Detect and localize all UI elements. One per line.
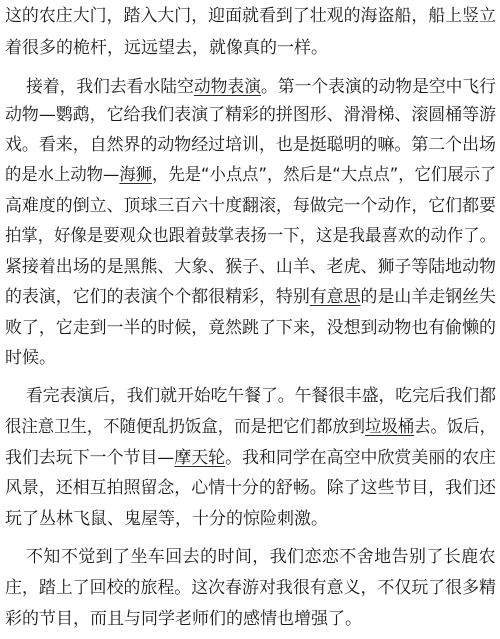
text-line	[5, 222, 496, 250]
text-segment: 时候。	[5, 348, 56, 368]
text-segment: 看完表演后，我们就开始吃午餐了。午餐很丰盛，吃完后我们都	[26, 386, 497, 406]
text-segment: 败了，它走到一半的时候，竟然跳了下来，没想到动物也有偷懒的	[5, 318, 496, 338]
text-segment: 不知不觉到了坐车回去的时间，我们恋恋不舍地告别了长鹿农	[26, 547, 496, 567]
text-segment: 风景，还相互拍照留念，心情十分的舒畅。除了这些节目，我们还	[5, 478, 496, 498]
text-segment: 这的农庄大门，踏入大门，迎面就看到了壮观的海盗船，船上竖立	[5, 6, 496, 26]
text-segment: 动物—鹦鹉，它给我们表演了精彩的拼图形、滑滑梯、滚圆桶等游	[5, 105, 496, 125]
text-line	[5, 314, 496, 342]
text-segment: 庄，踏上了回校的旅程。这次春游对我很有意义，不仅玩了很多精	[5, 578, 496, 598]
text-segment: 接着，我们去看水陆空	[26, 77, 194, 97]
text-line	[5, 605, 362, 633]
text-line	[5, 505, 328, 533]
text-segment: 。第一个表演的动物是空中飞行	[261, 77, 497, 97]
text-segment: 很注意卫生，不随便乱扔饭盒，而是把它们都放到	[5, 417, 366, 437]
text-segment: 高难度的倒立、顶球三百六十度翻滚，每做完一个动作，它们都要	[5, 196, 496, 216]
text-line	[5, 2, 496, 30]
text-line	[5, 131, 496, 159]
text-segment: 着很多的桅杆，远远望去，就像真的一样。	[5, 38, 328, 58]
underlined-phrase: 垃圾桶	[365, 417, 415, 437]
text-segment: 。我和同学在高空中欣赏美丽的农庄	[225, 448, 496, 468]
text-segment: 玩了丛林飞鼠、鬼屋等，十分的惊险刺激。	[5, 509, 328, 529]
text-line	[5, 192, 496, 220]
text-line	[5, 161, 496, 189]
text-line	[5, 283, 496, 311]
underlined-phrase: 海狮	[119, 165, 153, 185]
text-segment: 彩的节目，而且与同学老师们的感情也增强了。	[5, 609, 362, 629]
text-line	[5, 344, 56, 372]
text-line	[5, 474, 496, 502]
text-segment: 我们去玩下一个节目—	[5, 448, 175, 468]
underlined-phrase: 摩天轮	[174, 448, 226, 468]
text-line	[5, 444, 496, 472]
text-segment: 的表演，它们的表演个个都很精彩，特别	[5, 287, 310, 307]
text-line	[26, 73, 496, 101]
text-line	[5, 574, 496, 602]
text-segment: 拍掌，好像是要观众也跟着鼓掌表扬一下，这是我最喜欢的动作了。	[5, 226, 496, 246]
underlined-phrase: 有意思	[309, 287, 361, 307]
underlined-phrase: 动物表演	[193, 77, 262, 97]
text-line	[5, 101, 496, 129]
text-line	[5, 253, 496, 281]
text-segment: 去。饭后，	[414, 417, 496, 437]
text-segment: 的是山羊走钢丝失	[360, 287, 496, 307]
text-segment: ，先是“小点点”，然后是“大点点”，它们展示了	[152, 165, 497, 185]
text-segment: 紧接着出场的是黑熊、大象、猴子、山羊、老虎、狮子等陆地动物	[5, 257, 496, 277]
text-line	[26, 382, 496, 410]
text-segment: 的是水上动物—	[5, 165, 120, 185]
text-line	[5, 413, 496, 441]
text-line	[5, 34, 328, 62]
text-segment: 戏。看来，自然界的动物经过培训，也是挺聪明的嘛。第二个出场	[5, 135, 496, 155]
text-line	[26, 543, 496, 571]
